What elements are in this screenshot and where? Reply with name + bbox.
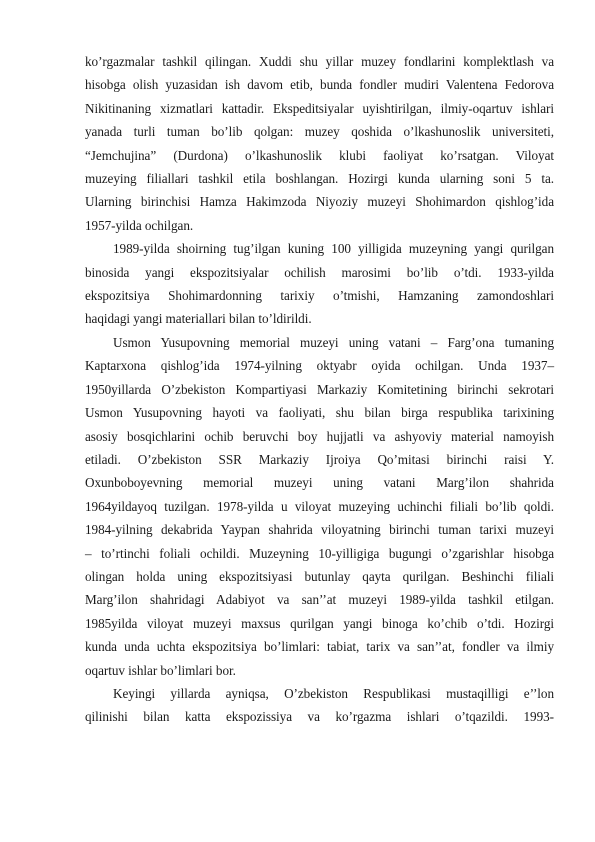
text-line: yanada turli tuman bo’lib qolgan: muzey qoshida o’lkashunoslik universiteti,	[85, 124, 554, 140]
text-line: 1950yillarda O’zbekiston Kompartiyasi Markaziy Komitetining birinchi sekrotari	[85, 381, 554, 397]
text-line: muzeying filiallari tashkil etila boshlangan. Hozirgi kunda ularning soni 5 ta.	[85, 171, 554, 187]
text-line: Ularning birinchisi Hamza Hakimzoda Niyoziy muzeyi Shohimardon qishlog’ida	[85, 194, 554, 210]
text-line: Usmon Yusupovning hayoti va faoliyati, shu bilan birga respublika tarixining	[85, 405, 554, 421]
text-line: binosida yangi ekspozitsiyalar ochilish marosimi bo’lib o’tdi. 1933-yilda	[85, 264, 554, 280]
text-line: kunda unda uchta ekspozitsiya bo’limlari: tabiat, tarix va san’’at, fondler va ilmiy	[85, 639, 554, 655]
text-line: Nikitinaning xizmatlari kattadir. Ekspeditsiyalar uyishtirilgan, ilmiy-oqartuv ishlari	[85, 100, 554, 116]
text-line: 1989-yilda shoirning tug’ilgan kuning 100 yilligida muzeyning yangi qurilgan	[113, 241, 554, 257]
text-line: Kaptarxona qishlog’ida 1974-yilning oktyabr oyida ochilgan. Unda 1937–	[85, 358, 554, 374]
paragraph	[85, 682, 554, 729]
text-line: Oxunboboyevning memorial muzeyi uning vatani Marg’ilon shahrida	[85, 475, 554, 491]
text-line: olingan holda uning ekspozitsiyasi butunlay qayta qurilgan. Beshinchi filiali	[85, 568, 554, 584]
text-line: – to’rtinchi foliali ochildi. Muzeyning 10-yilligiga bugungi o’zgarishlar hisobga	[85, 545, 554, 561]
text-line: oqartuv ishlar bo’limlari bor.	[85, 662, 236, 678]
text-line: hisobga olish yuzasidan ish davom etib, bunda fondler mudiri Valentena Fedorova	[85, 77, 554, 93]
text-line: Usmon Yusupovning memorial muzeyi uning vatani – Farg’ona tumaning	[113, 334, 554, 350]
text-line: ekspozitsiya Shohimardonning tarixiy o’tmishi, Hamzaning zamondoshlari	[85, 288, 554, 304]
paragraph	[85, 237, 554, 331]
text-line: 1984-yilning dekabrida Yaypan shahrida viloyatning birinchi tuman tarixi muzeyi	[85, 522, 554, 538]
page-body	[85, 50, 554, 729]
text-line: asosiy bosqichlarini ochib beruvchi boy hujjatli va ashyoviy material namoyish	[85, 428, 554, 444]
paragraph	[85, 331, 554, 682]
text-line: haqidagi yangi materiallari bilan to’ldirildi.	[85, 311, 312, 327]
text-line: ko’rgazmalar tashkil qilingan. Xuddi shu yillar muzey fondlarini komplektlash va	[85, 54, 554, 69]
text-line: “Jemchujina” (Durdona) o’lkashunoslik klubi faoliyat ko’rsatgan. Viloyat	[85, 147, 554, 163]
text-line: 1985yilda viloyat muzeyi maxsus qurilgan yangi binoga ko’chib o’tdi. Hozirgi	[85, 615, 554, 631]
text-line: 1957-yilda ochilgan.	[85, 217, 194, 233]
text-line: 1964yildayoq tuzilgan. 1978-yilda u viloyat muzeying uchinchi filiali bo’lib qoldi.	[85, 498, 554, 514]
text-line: etiladi. O’zbekiston SSR Markaziy Ijroiya Qo’mitasi birinchi raisi Y.	[85, 451, 554, 467]
paragraph	[85, 50, 554, 237]
text-line: Keyingi yillarda ayniqsa, O’zbekiston Respublikasi mustaqilligi e’’lon	[113, 685, 554, 701]
text-line: qilinishi bilan katta ekspozissiya va ko’rgazma ishlari o’tqazildi. 1993-	[85, 709, 554, 725]
text-line: Marg’ilon shahridagi Adabiyot va san’’at muzeyi 1989-yilda tashkil etilgan.	[85, 592, 554, 608]
